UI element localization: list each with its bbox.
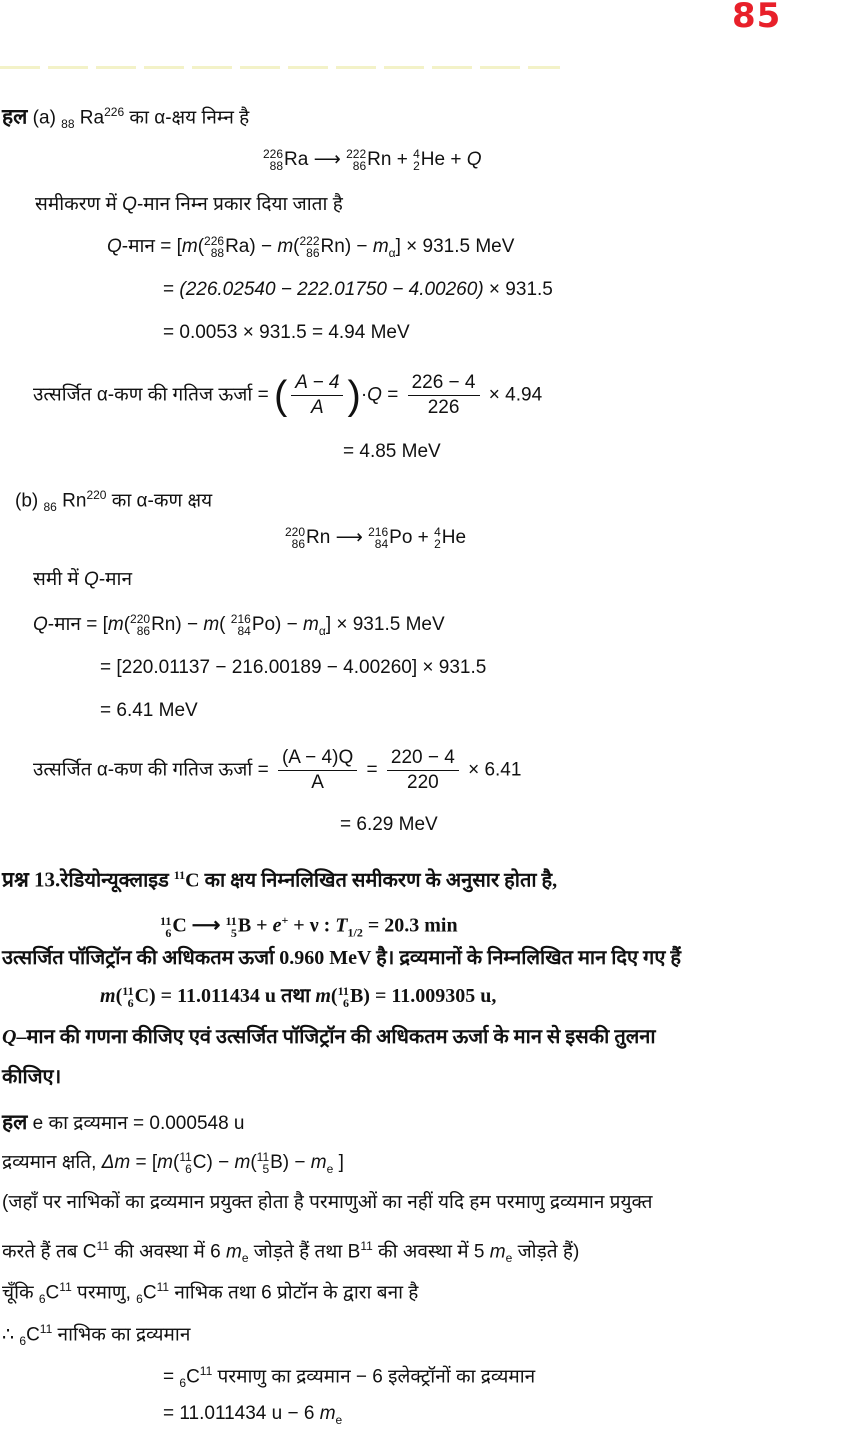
atomic-number: 88 (269, 158, 284, 173)
text-run: = 6.29 MeV (340, 814, 438, 835)
mass-number: 11 (225, 914, 237, 929)
nuclide-notation (160, 915, 171, 939)
fraction (278, 746, 357, 795)
text-run: चूँकि (2, 1282, 39, 1304)
atomic-number: 84 (237, 623, 251, 638)
superscript: 11 (156, 1280, 170, 1294)
atomic-number: 6 (127, 996, 134, 1011)
text-run: -मान निम्न प्रकार दिया जाता है (136, 194, 343, 215)
nuclide-notation (368, 526, 388, 550)
math-symbol: Q (367, 384, 382, 406)
mass-number: 11 (160, 914, 172, 929)
nuclide-notation (179, 1151, 191, 1175)
text-run: की अवस्था में 6 (109, 1241, 226, 1263)
text-run: × 931.5 (483, 279, 553, 300)
denominator: A (311, 397, 324, 418)
atomic-number: 88 (210, 245, 225, 260)
text-run: रेडियोन्यूक्लाइड (60, 869, 174, 892)
text-line (33, 746, 521, 795)
text-run: B) = 11.009305 u, (349, 985, 497, 1007)
math-symbol: Q (33, 614, 48, 635)
mass-number: 226 (263, 146, 284, 161)
text-line (107, 233, 514, 267)
text-run: ] × 931.5 MeV (325, 614, 445, 635)
text-run: = 20.3 min (362, 914, 458, 937)
text-line (2, 98, 249, 138)
text-run: का α-क्षय निम्न है (124, 107, 250, 129)
text-line (33, 611, 445, 645)
text-run: उत्सर्जित α-कण की गतिज ऊर्जा = (33, 384, 274, 406)
nuclide-notation (300, 235, 320, 259)
math-symbol: T (335, 914, 348, 937)
math-symbol: m (226, 1241, 242, 1263)
math-symbol: m (107, 614, 124, 635)
superscript: 11 (199, 1364, 213, 1378)
bold-label: हल (2, 105, 28, 129)
text-run: Po) − (251, 614, 304, 635)
text-line (163, 319, 410, 347)
atomic-number: 5 (230, 926, 237, 941)
text-run: समीकरण में (35, 194, 123, 215)
atomic-number: 5 (262, 1161, 270, 1176)
text-run: = 4.85 MeV (343, 441, 441, 462)
text-run: -मान (98, 569, 132, 590)
math-symbol: m (319, 1403, 336, 1424)
text-line (285, 524, 466, 552)
text-run: (जहाँ पर नाभिकों का द्रव्यमान प्रयुक्त होता है परमाणुओं का नहीं यदि हम परमाणु द्रव्यमान प्रयुक्त (2, 1192, 653, 1213)
denominator: 226 (427, 397, 460, 418)
text-run: जोड़ते हैं) (512, 1241, 580, 1263)
numerator: (A − 4)Q (278, 746, 357, 771)
text-line (2, 944, 681, 972)
text-run: = [220.01137 − 216.00189 − 4.00260] × 931.5 (100, 657, 487, 678)
mass-number: 4 (434, 524, 441, 539)
text-run: Po + (389, 527, 435, 548)
atomic-number: 6 (185, 1161, 192, 1176)
text-run: = [ (130, 1152, 158, 1173)
text-line (343, 438, 441, 466)
text-run: -मान = [ (47, 614, 108, 635)
mass-number: 226 (204, 233, 225, 248)
nuclide-notation (122, 985, 133, 1009)
text-run: की अवस्था में 5 (372, 1241, 490, 1263)
text-run: + ν : (288, 914, 336, 937)
nuclide-notation (285, 526, 305, 550)
text-line (163, 1400, 342, 1434)
atomic-number: 2 (434, 536, 441, 551)
math-symbol: (226.02540 − 222.01750 − 4.00260) (179, 279, 484, 300)
math-symbol: m (489, 1241, 506, 1263)
superscript: 11 (59, 1280, 72, 1294)
subscript: α (388, 245, 396, 260)
mass-number: 216 (230, 611, 251, 626)
math-symbol: m (157, 1152, 173, 1173)
text-run: · (360, 384, 368, 406)
subscript: 6 (19, 1334, 27, 1349)
superscript: 220 (86, 488, 107, 502)
nuclide-notation (434, 526, 441, 550)
nuclide-notation (130, 613, 150, 637)
mass-number: 11 (256, 1149, 270, 1164)
mass-number: 11 (179, 1149, 192, 1164)
text-run: = (381, 384, 404, 406)
text-run: C का क्षय निम्नलिखित समीकरण के अनुसार होता है, (185, 869, 558, 892)
text-line (163, 276, 553, 304)
text-run: करते हैं तब C (2, 1241, 97, 1263)
math-symbol: Q (466, 149, 482, 170)
text-run: B) − (270, 1152, 311, 1173)
math-symbol: Δm (101, 1152, 131, 1173)
math-symbol: m (203, 614, 220, 635)
text-run: Rn + (367, 149, 414, 170)
text-run: कीजिए। (2, 1066, 62, 1088)
mass-number: 220 (285, 524, 306, 539)
nuclide-notation (231, 613, 251, 637)
math-symbol: m (277, 236, 294, 257)
text-run: नाभिक तथा 6 प्रोटॉन के द्वारा बना है (169, 1282, 419, 1304)
text-run: Rn) − (151, 614, 204, 635)
nuclide-notation (263, 148, 283, 172)
text-run: परमाणु, (71, 1282, 137, 1304)
text-line (100, 982, 496, 1010)
nuclide-notation (346, 148, 366, 172)
fraction (387, 746, 459, 795)
text-run: का α-कण क्षय (106, 490, 213, 512)
atomic-number: 2 (413, 158, 420, 173)
math-symbol: m (181, 236, 198, 257)
text-run: B + (237, 914, 273, 937)
text-line (160, 906, 458, 947)
text-run: C ⟶ (172, 914, 226, 937)
text-run: × 4.94 (483, 384, 543, 406)
text-run: समी में (33, 569, 85, 590)
text-run: C) − (192, 1152, 235, 1173)
text-run: C (26, 1324, 40, 1346)
text-run: नाभिक का द्रव्यमान (52, 1324, 191, 1346)
text-run: Rn ⟶ (306, 527, 369, 548)
mass-number: 4 (413, 146, 420, 161)
text-run: (a) (27, 107, 62, 129)
text-run: Ra) − (225, 236, 278, 257)
superscript: 226 (104, 105, 125, 119)
bold-label: हल (2, 1111, 28, 1134)
math-symbol: m (372, 236, 389, 257)
text-line (2, 1149, 344, 1183)
text-run: × 6.41 (462, 759, 522, 781)
text-run: Rn) − (320, 236, 373, 257)
subscript: e (335, 1412, 343, 1427)
faint-header-rule (0, 66, 560, 69)
nuclide-notation (338, 985, 349, 1009)
text-line (15, 481, 212, 521)
subscript: 6 (179, 1376, 187, 1391)
superscript: 11 (96, 1239, 109, 1253)
text-line (100, 654, 486, 682)
text-run: ( (330, 985, 338, 1007)
subscript: α (318, 623, 326, 638)
text-run: C (142, 1282, 157, 1304)
subscript: 88 (61, 117, 75, 132)
text-run: ( (293, 236, 300, 257)
numerator: A − 4 (291, 371, 343, 396)
mass-number: 11 (337, 984, 349, 999)
text-run: = (361, 759, 383, 781)
superscript: 11 (39, 1322, 53, 1336)
text-run: ( (250, 1152, 257, 1173)
text-run: ( (173, 1152, 180, 1173)
nuclide-notation (413, 148, 420, 172)
nuclide-notation (204, 235, 224, 259)
math-symbol: m (234, 1152, 251, 1173)
math-symbol: Q (107, 236, 122, 257)
bold-label: प्रश्न 13. (2, 867, 61, 892)
denominator: 220 (407, 772, 439, 793)
text-run: जोड़ते हैं तथा B (248, 1241, 361, 1263)
mass-number: 222 (346, 146, 367, 161)
text-line (2, 1232, 579, 1272)
text-line (100, 697, 198, 725)
text-run: ( (123, 614, 131, 635)
atomic-number: 6 (165, 926, 172, 941)
text-run: (b) (15, 490, 44, 512)
atomic-number: 86 (136, 623, 151, 638)
subscript: e (505, 1251, 513, 1266)
mass-number: 220 (130, 611, 151, 626)
text-line (2, 861, 557, 895)
nuclide-notation (257, 1151, 269, 1175)
superscript: + (281, 913, 289, 927)
text-run: C) = 11.011434 u तथा (134, 985, 316, 1007)
atomic-number: 86 (352, 158, 367, 173)
text-run: = 11.011434 u − 6 (163, 1403, 320, 1424)
text-line (163, 1357, 535, 1397)
text-run: ] (333, 1152, 344, 1173)
text-run: Ra (74, 107, 105, 129)
text-line (2, 1315, 190, 1355)
atomic-number: 86 (306, 245, 320, 260)
denominator: A (311, 772, 324, 793)
atomic-number: 86 (291, 536, 306, 551)
left-paren: ( (273, 373, 288, 418)
math-symbol: e (272, 914, 282, 937)
text-run: परमाणु का द्रव्यमान − 6 इलेक्ट्रॉनों का द्रव्यमान (212, 1366, 536, 1388)
text-run: द्रव्यमान क्षति, (2, 1152, 102, 1173)
subscript: e (326, 1161, 334, 1176)
math-symbol: m (100, 985, 116, 1007)
text-run: Rn (56, 490, 87, 512)
nuclide-notation (225, 915, 236, 939)
text-run: Ra ⟶ (284, 149, 347, 170)
text-line (340, 811, 438, 839)
fraction (291, 371, 343, 420)
atomic-number: 84 (374, 536, 389, 551)
mass-number: 222 (299, 233, 320, 248)
right-paren: ) (347, 373, 361, 418)
numerator: 220 − 4 (387, 746, 459, 771)
text-line (2, 1109, 245, 1138)
text-run: = 0.0053 × 931.5 = 4.94 MeV (163, 322, 410, 343)
text-run: ] × 931.5 MeV (395, 236, 515, 257)
text-run: –मान की गणना कीजिए एवं उत्सर्जित पॉजिट्रॉन की अधिकतम ऊर्जा के मान से इसकी तुलना (16, 1026, 656, 1048)
subscript: 86 (43, 500, 57, 515)
text-run: C (45, 1282, 60, 1304)
text-line (33, 566, 132, 594)
numerator: 226 − 4 (408, 371, 480, 396)
text-run: C (186, 1366, 200, 1388)
mass-number: 216 (368, 524, 389, 539)
text-line (35, 191, 343, 219)
math-symbol: m (303, 614, 319, 635)
subscript: 6 (136, 1292, 143, 1307)
math-symbol: Q (84, 569, 99, 590)
text-run: ∴ (2, 1324, 20, 1346)
text-line (2, 1063, 61, 1091)
math-symbol: m (315, 985, 331, 1007)
text-line (33, 371, 542, 420)
subscript: 6 (38, 1292, 46, 1307)
text-run: = (163, 1366, 180, 1388)
mass-number: 11 (122, 984, 134, 999)
text-line (263, 146, 482, 174)
atomic-number: 6 (342, 996, 349, 1011)
page-number: 85 (732, 0, 782, 36)
text-run: उत्सर्जित α-कण की गतिज ऊर्जा = (33, 759, 274, 781)
text-run: = 6.41 MeV (100, 700, 198, 721)
math-symbol: Q (122, 194, 137, 215)
superscript: 11 (173, 868, 186, 882)
text-run: He (441, 527, 467, 548)
subscript: e (241, 1251, 249, 1266)
math-symbol: Q (2, 1026, 17, 1048)
text-run: = (163, 279, 180, 300)
text-run: उत्सर्जित पॉजिट्रॉन की अधिकतम ऊर्जा 0.960 MeV है। द्रव्यमानों के निम्नलिखित मान दिए गए हैं (2, 947, 681, 969)
text-run: ( (197, 236, 205, 257)
superscript: 11 (360, 1239, 373, 1253)
text-line (2, 1273, 418, 1313)
text-line (2, 1023, 656, 1051)
subscript: 1/2 (347, 925, 363, 940)
text-run: He + (420, 149, 467, 170)
text-run: ( (115, 985, 123, 1007)
text-run: -मान = [ (121, 236, 182, 257)
fraction (408, 371, 480, 420)
text-run: e का द्रव्यमान = 0.000548 u (27, 1113, 245, 1134)
math-symbol: m (310, 1152, 327, 1173)
text-run: ( (219, 614, 231, 635)
text-line (2, 1189, 653, 1217)
